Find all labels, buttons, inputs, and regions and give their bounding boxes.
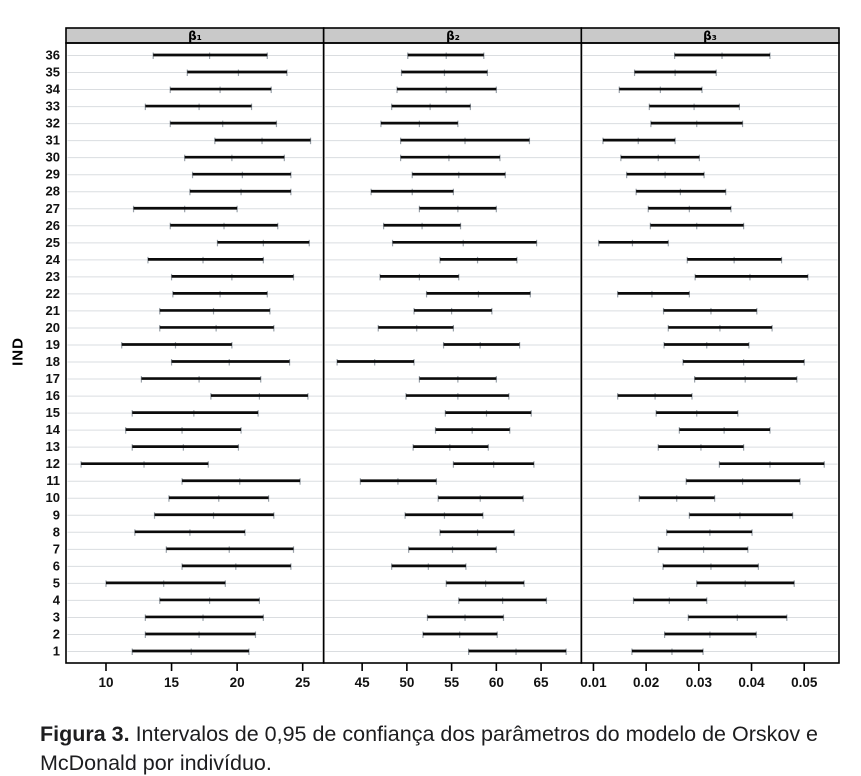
x-tick-label: 0.02 xyxy=(633,675,660,690)
interval-ind-29 xyxy=(193,172,291,179)
interval-ind-15 xyxy=(656,410,738,417)
figure-caption xyxy=(40,720,835,776)
interval-ind-28 xyxy=(371,189,453,196)
interval-ind-27 xyxy=(648,206,731,213)
confidence-intervals xyxy=(599,53,825,656)
interval-ind-1 xyxy=(469,649,567,656)
y-tick-label: 1 xyxy=(52,643,60,659)
interval-ind-7 xyxy=(166,546,293,553)
interval-ind-20 xyxy=(378,325,453,332)
interval-ind-21 xyxy=(414,308,492,315)
y-tick-label: 8 xyxy=(52,524,60,540)
y-axis-title: IND xyxy=(9,337,27,366)
interval-ind-32 xyxy=(381,121,458,128)
interval-ind-1 xyxy=(632,649,703,656)
interval-ind-13 xyxy=(413,444,488,451)
x-tick-label: 0.04 xyxy=(738,675,765,690)
gridlines xyxy=(325,56,580,652)
interval-ind-19 xyxy=(122,342,232,349)
interval-ind-9 xyxy=(689,512,792,519)
interval-ind-7 xyxy=(409,546,497,553)
x-tick-label: 20 xyxy=(229,675,245,690)
interval-ind-10 xyxy=(169,495,269,502)
interval-ind-11 xyxy=(182,478,300,485)
interval-ind-12 xyxy=(719,461,824,468)
interval-ind-18 xyxy=(337,359,414,366)
y-tick-label: 5 xyxy=(52,575,60,591)
interval-ind-30 xyxy=(401,155,500,162)
interval-ind-20 xyxy=(668,325,772,332)
y-tick-label: 36 xyxy=(45,47,60,63)
y-tick-label: 25 xyxy=(45,234,60,250)
y-axis-labels xyxy=(46,48,61,659)
y-tick-label: 27 xyxy=(45,200,60,216)
y-tick-label: 2 xyxy=(52,626,60,642)
interval-ind-26 xyxy=(170,223,278,230)
interval-ind-15 xyxy=(445,410,531,417)
x-tick-label: 0.03 xyxy=(685,675,712,690)
y-tick-label: 11 xyxy=(46,473,60,489)
interval-ind-34 xyxy=(397,87,496,94)
y-tick-label: 24 xyxy=(45,251,60,267)
y-tick-label: 9 xyxy=(52,507,60,523)
interval-ind-17 xyxy=(141,376,260,383)
interval-ind-16 xyxy=(406,393,509,400)
y-tick-label: 30 xyxy=(45,149,60,165)
interval-ind-12 xyxy=(81,461,208,468)
interval-ind-11 xyxy=(360,478,436,485)
interval-ind-2 xyxy=(423,631,497,638)
interval-ind-17 xyxy=(695,376,797,383)
interval-ind-16 xyxy=(618,393,692,400)
y-tick-label: 4 xyxy=(52,592,60,608)
y-tick-label: 6 xyxy=(52,558,60,574)
interval-ind-19 xyxy=(664,342,749,349)
x-tick-label: 25 xyxy=(295,675,311,690)
interval-ind-4 xyxy=(633,597,706,604)
y-tick-label: 7 xyxy=(52,541,60,557)
y-tick-label: 13 xyxy=(45,439,60,455)
interval-ind-36 xyxy=(408,53,484,60)
x-tick-label: 15 xyxy=(164,675,180,690)
interval-ind-36 xyxy=(675,53,770,60)
interval-ind-18 xyxy=(683,359,804,366)
interval-ind-24 xyxy=(687,257,781,264)
interval-ind-29 xyxy=(412,172,505,179)
interval-ind-3 xyxy=(427,614,503,621)
interval-ind-3 xyxy=(145,614,263,621)
interval-ind-14 xyxy=(679,427,770,434)
y-tick-label: 26 xyxy=(45,217,60,233)
interval-ind-25 xyxy=(217,240,309,247)
gridlines xyxy=(583,56,838,652)
x-tick-label: 0.01 xyxy=(580,675,607,690)
y-tick-label: 23 xyxy=(45,268,60,284)
y-tick-label: 28 xyxy=(45,183,60,199)
x-tick-label: 65 xyxy=(533,675,549,690)
x-tick-label: 50 xyxy=(399,675,415,690)
y-tick-label: 20 xyxy=(45,319,60,335)
interval-ind-5 xyxy=(106,580,225,587)
interval-ind-35 xyxy=(402,70,488,77)
interval-ind-4 xyxy=(160,597,260,604)
y-tick-label: 18 xyxy=(45,354,60,370)
confidence-intervals xyxy=(81,53,310,656)
interval-ind-9 xyxy=(155,512,274,519)
interval-ind-34 xyxy=(170,87,271,94)
interval-ind-27 xyxy=(134,206,238,213)
figure-caption-label: Figura 3. xyxy=(40,721,130,746)
interval-ind-23 xyxy=(380,274,459,281)
interval-ind-19 xyxy=(444,342,520,349)
y-tick-label: 21 xyxy=(45,302,60,318)
interval-ind-8 xyxy=(135,529,245,536)
interval-ind-25 xyxy=(599,240,669,247)
interval-ind-31 xyxy=(603,138,675,145)
panel-header-beta2: β₂ xyxy=(446,29,460,43)
interval-ind-35 xyxy=(187,70,287,77)
y-tick-label: 34 xyxy=(45,81,60,97)
interval-ind-6 xyxy=(182,563,291,570)
interval-ind-25 xyxy=(393,240,537,247)
interval-ind-30 xyxy=(621,155,700,162)
interval-ind-27 xyxy=(419,206,496,213)
y-tick-label: 14 xyxy=(45,422,60,438)
interval-ind-3 xyxy=(688,614,787,621)
interval-ind-24 xyxy=(148,257,263,264)
interval-ind-23 xyxy=(172,274,294,281)
interval-ind-13 xyxy=(658,444,743,451)
figure-caption-text: Intervalos de 0,95 de confiança dos parâmetros do modelo de Orskov e McDonald por indivíduo. xyxy=(40,721,819,776)
y-tick-label: 19 xyxy=(45,336,60,352)
interval-ind-30 xyxy=(185,155,285,162)
interval-ind-15 xyxy=(132,410,258,417)
interval-ind-18 xyxy=(172,359,290,366)
interval-ind-26 xyxy=(650,223,743,230)
panel-beta2 xyxy=(324,28,582,690)
panel-beta1 xyxy=(66,28,324,690)
interval-ind-9 xyxy=(405,512,483,519)
interval-ind-1 xyxy=(132,649,249,656)
confidence-intervals xyxy=(337,53,566,656)
interval-ind-13 xyxy=(132,444,238,451)
x-axis xyxy=(355,663,549,690)
interval-ind-34 xyxy=(619,87,702,94)
interval-ind-8 xyxy=(667,529,752,536)
y-tick-label: 15 xyxy=(45,405,60,421)
interval-ind-14 xyxy=(436,427,510,434)
interval-ind-23 xyxy=(695,274,808,281)
interval-ind-33 xyxy=(145,104,251,111)
x-tick-label: 55 xyxy=(444,675,460,690)
y-tick-label: 16 xyxy=(45,388,60,404)
panel-header-beta3: β₃ xyxy=(703,29,717,43)
interval-ind-6 xyxy=(392,563,466,570)
interval-ind-10 xyxy=(639,495,714,502)
interval-ind-7 xyxy=(658,546,748,553)
y-tick-label: 29 xyxy=(45,166,60,182)
y-tick-label: 35 xyxy=(45,64,60,80)
interval-ind-22 xyxy=(427,291,531,298)
y-tick-label: 3 xyxy=(52,609,60,625)
y-tick-label: 31 xyxy=(45,132,60,148)
x-tick-label: 60 xyxy=(488,675,504,690)
interval-ind-31 xyxy=(215,138,311,145)
y-tick-label: 10 xyxy=(45,490,60,506)
interval-ind-26 xyxy=(384,223,461,230)
interval-ind-4 xyxy=(459,597,547,604)
y-tick-label: 32 xyxy=(45,115,60,131)
interval-ind-12 xyxy=(453,461,534,468)
interval-ind-5 xyxy=(697,580,794,587)
interval-ind-24 xyxy=(440,257,517,264)
interval-ind-11 xyxy=(686,478,800,485)
y-tick-label: 22 xyxy=(45,285,60,301)
interval-ind-20 xyxy=(160,325,274,332)
interval-ind-2 xyxy=(145,631,255,638)
interval-ind-16 xyxy=(211,393,308,400)
interval-ind-2 xyxy=(665,631,757,638)
interval-ind-6 xyxy=(663,563,758,570)
interval-ind-22 xyxy=(618,291,690,298)
interval-ind-21 xyxy=(160,308,270,315)
y-tick-label: 33 xyxy=(45,98,60,114)
x-tick-label: 0.05 xyxy=(791,675,818,690)
interval-ind-14 xyxy=(126,427,241,434)
interval-ind-17 xyxy=(419,376,496,383)
gridlines xyxy=(68,56,323,652)
interval-ind-36 xyxy=(153,53,267,60)
x-tick-label: 10 xyxy=(98,675,114,690)
interval-ind-21 xyxy=(664,308,757,315)
x-axis xyxy=(98,663,310,690)
interval-ind-10 xyxy=(438,495,523,502)
interval-ind-35 xyxy=(635,70,717,77)
interval-ind-28 xyxy=(190,189,291,196)
x-tick-label: 45 xyxy=(354,675,370,690)
y-tick-label: 17 xyxy=(45,371,60,387)
x-axis xyxy=(580,663,818,690)
panel-header-beta1: β₁ xyxy=(188,29,202,43)
interval-ind-31 xyxy=(401,138,530,145)
interval-ind-22 xyxy=(173,291,267,298)
interval-ind-5 xyxy=(446,580,524,587)
interval-ind-33 xyxy=(392,104,471,111)
interval-ind-32 xyxy=(651,121,743,128)
interval-ind-28 xyxy=(636,189,726,196)
interval-ind-8 xyxy=(440,529,514,536)
interval-ind-33 xyxy=(649,104,739,111)
y-tick-label: 12 xyxy=(45,456,60,472)
panel-beta3 xyxy=(580,28,839,690)
interval-ind-29 xyxy=(627,172,704,179)
interval-ind-32 xyxy=(170,121,276,128)
